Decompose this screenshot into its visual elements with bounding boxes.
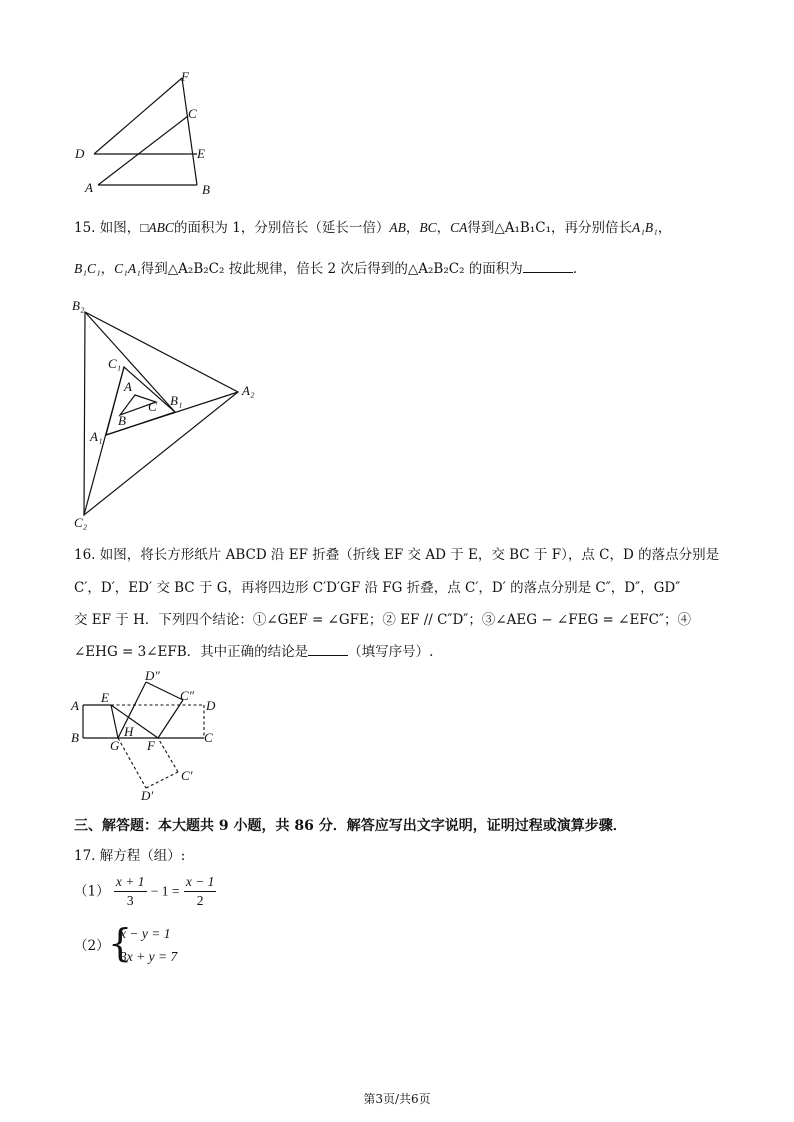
question-15-line-2: B₁C₁，C₁A₁得到△A₂B₂C₂ 按此规律，倍长 2 次后得到的△A₂B₂C₂ 的面积为 . <box>74 258 577 279</box>
label-A: A <box>71 698 79 713</box>
label-F: F <box>147 738 155 753</box>
label-H: H <box>124 724 134 739</box>
question-17-title: 17. 解方程（组）: <box>74 848 186 864</box>
label-D-prime: D′ <box>141 788 154 803</box>
label-C2: C₂ <box>74 515 88 530</box>
figure-16-diagram <box>66 668 236 803</box>
question-number: 17. <box>74 848 96 864</box>
label-B: B <box>202 182 210 197</box>
label-A: A <box>85 180 93 195</box>
label-C-prime: C′ <box>181 768 193 783</box>
label-E: E <box>197 146 205 161</box>
left-brace: { <box>108 921 133 965</box>
label-C: C <box>148 399 157 414</box>
question-number: 16. <box>74 547 96 563</box>
label-G: G <box>110 738 120 753</box>
figure-14-diagram <box>70 70 220 200</box>
label-C-double-prime: C″ <box>180 688 195 703</box>
label-E: E <box>101 690 109 705</box>
label-A2: A₂ <box>242 383 255 398</box>
answer-blank[interactable] <box>523 258 573 273</box>
question-16-line-2: C′，D′，ED′ 交 BC 于 G，再将四边形 C′D′GF 沿 FG 折叠，点 C′，D′ 的落点分别是 C″，D″，GD″ <box>74 580 681 596</box>
label-C: C <box>204 730 213 745</box>
equation-1: x − y = 1 <box>120 926 171 941</box>
label-B2: B₂ <box>72 298 85 313</box>
label-F: F <box>181 70 189 84</box>
question-16-line-1: 16. 如图，将长方形纸片 ABCD 沿 EF 折叠（折线 EF 交 AD 于 E，交 BC 于 F），点 C，D 的落点分别是 <box>74 547 720 563</box>
fraction-right: $\frac{x - 1}{2}$ <box>185 874 215 908</box>
question-16-line-4: ∠EHG = 3∠EFB．其中正确的结论是 （填写序号）. <box>74 641 433 662</box>
label-B: B <box>118 413 126 428</box>
label-D: D <box>75 146 85 161</box>
label-C1: C₁ <box>108 356 122 371</box>
label-B1: B₁ <box>170 393 183 408</box>
figure-15-diagram <box>60 295 270 535</box>
section-3-heading: 三、解答题：本大题共 9 小题，共 86 分．解答应写出文字说明，证明过程或演算步骤． <box>74 818 627 834</box>
question-number: 15. <box>74 220 96 236</box>
label-D-double-prime: D″ <box>145 668 160 683</box>
question-17-part-1: （1） $\frac{x + 1}{3}$ − 1 = $\frac{x - 1}{2}$ <box>74 874 215 908</box>
question-16-line-3: 交 EF 于 H．下列四个结论：①∠GEF = ∠GFE；② EF // C″D″；③∠AEG − ∠FEG = ∠EFC″；④ <box>74 612 692 628</box>
equation-2: 3x + y = 7 <box>120 949 178 964</box>
label-C: C <box>188 106 197 121</box>
label-B: B <box>71 730 79 745</box>
label-D: D <box>206 698 216 713</box>
fraction-left: $\frac{x + 1}{3}$ <box>115 874 145 908</box>
label-A: A <box>124 379 132 394</box>
answer-blank[interactable] <box>308 641 348 656</box>
page-footer: 第3页/共6页 <box>363 1092 431 1106</box>
label-A1: A₁ <box>90 429 103 444</box>
question-15-line-1: 15. 如图，□ABC的面积为 1，分别倍长（延长一倍）AB，BC，CA得到△A₁B₁C₁，再分别倍长A₁B₁， <box>74 220 672 236</box>
